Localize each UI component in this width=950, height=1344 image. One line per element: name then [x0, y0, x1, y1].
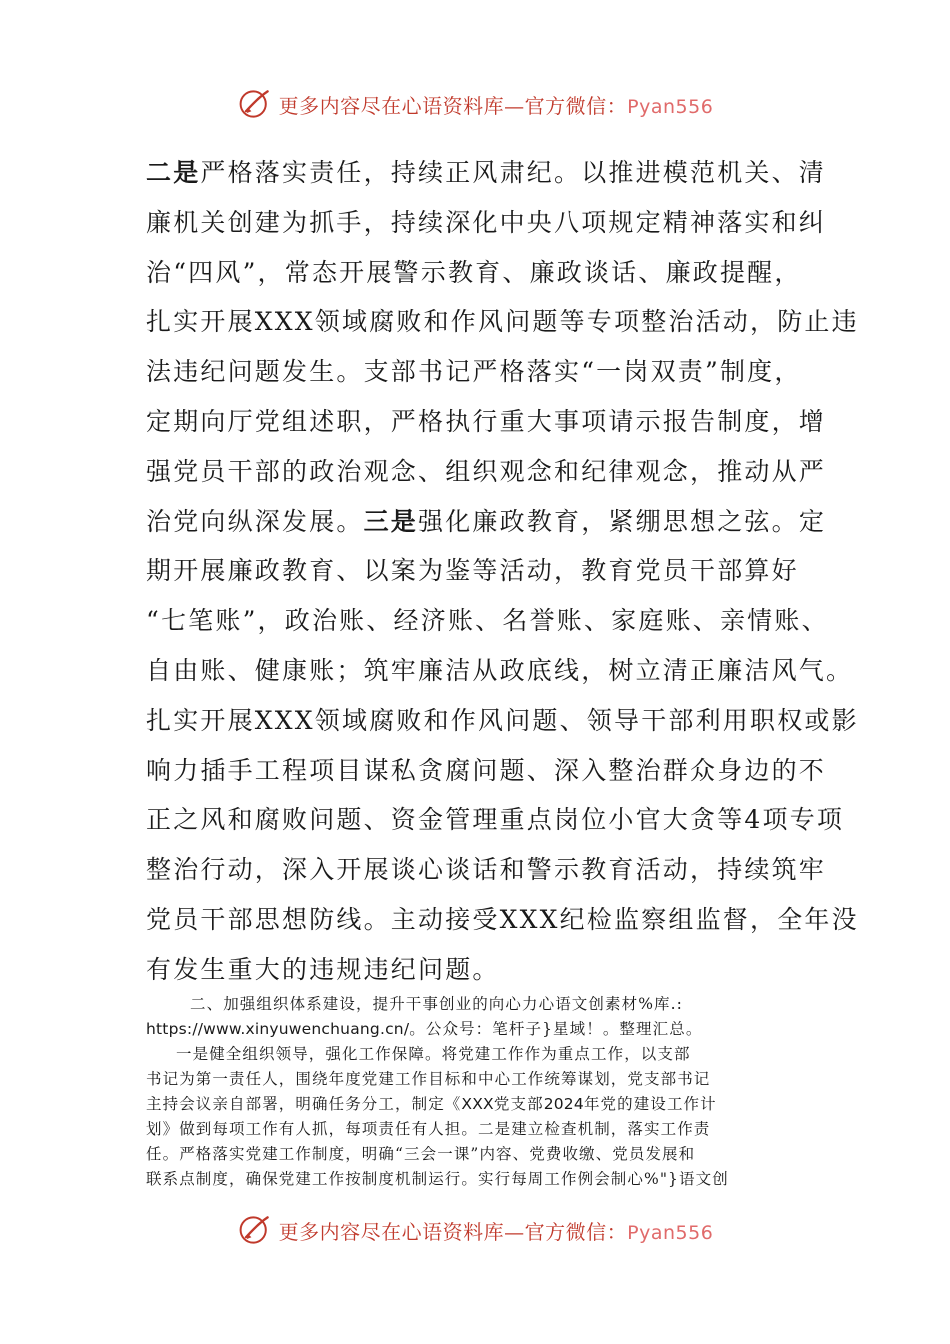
text-line: 治“四风”，常态开展警示教育、廉政谈话、廉政提醒，	[146, 257, 802, 287]
text-line: 书记为第一责任人，围绕年度党建工作目标和中心工作统筹谋划，党支部书记	[146, 1070, 711, 1088]
secondary-paragraph	[146, 992, 811, 1192]
text-line: 联系点制度，确保党建工作按制度机制运行。实行每周工作例会制心%"}语文创	[146, 1170, 729, 1188]
text-line: 任。严格落实党建工作制度，明确“三会一课”内容、党费收缴、党员发展和	[146, 1145, 696, 1163]
pen-logo-icon	[237, 1212, 273, 1248]
bold-marker: 二是	[146, 158, 201, 187]
text-line: 治党向纵深发展。三是强化廉政教育，紧绷思想之弦。定	[146, 506, 827, 536]
text-line: 定期向厅党组述职，严格执行重大事项请示报告制度，增	[146, 406, 827, 436]
text-line: 二是严格落实责任，持续正风肃纪。以推进模范机关、清	[146, 158, 827, 187]
text-line: 期开展廉政教育、以案为鉴等活动，教育党员干部算好	[146, 556, 799, 586]
text-line: 响力插手工程项目谋私贪腐问题、深入整治群众身边的不	[146, 755, 827, 785]
wechat-id: Pyan556	[627, 1221, 714, 1244]
wechat-id: Pyan556	[627, 95, 714, 118]
main-paragraph	[146, 148, 859, 995]
text-line: 法违纪问题发生。支部书记严格落实“一岗双责”制度，	[146, 357, 802, 387]
footer-banner	[0, 1208, 950, 1252]
text-line: 强党员干部的政治观念、组织观念和纪律观念，推动从严	[146, 456, 827, 486]
text-line: 整治行动，深入开展谈心谈话和警示教育活动，持续筑牢	[146, 855, 827, 885]
text-line: 党员干部思想防线。主动接受XXX纪检监察组监督，全年没	[146, 904, 859, 934]
text-line: 主持会议亲自部署，明确任务分工，制定《XXX党支部2024年党的建设工作计	[146, 1095, 717, 1113]
source-url: https://www.xinyuwenchuang.cn/	[146, 1020, 410, 1038]
banner-text: 更多内容尽在心语资料库—官方微信：Pyan556	[278, 1219, 714, 1244]
header-banner	[0, 82, 950, 126]
text-line: https://www.xinyuwenchuang.cn/。公众号：笔杆子}星域！。整理汇总。	[146, 1020, 703, 1038]
text-line: 正之风和腐败问题、资金管理重点岗位小官大贪等4项专项	[146, 805, 845, 835]
banner-text: 更多内容尽在心语资料库—官方微信：Pyan556	[278, 93, 714, 118]
text-line: 扎实开展XXX领域腐败和作风问题等专项整治活动，防止违	[146, 307, 859, 337]
text-line: 廉机关创建为抓手，持续深化中央八项规定精神落实和纠	[146, 207, 827, 237]
text-line: “七笔账”，政治账、经济账、名誉账、家庭账、亲情账、	[146, 606, 829, 636]
text-line: 二、加强组织体系建设，提升干事创业的向心力心语文创素材%库.:	[190, 995, 683, 1013]
bold-marker: 三是	[363, 506, 419, 536]
text-line: 一是健全组织领导，强化工作保障。将党建工作作为重点工作，以支部	[176, 1045, 691, 1063]
text-line: 扎实开展XXX领域腐败和作风问题、领导干部利用职权或影	[146, 705, 859, 735]
text-line: 划》做到每项工作有人抓，每项责任有人担。二是建立检查机制，落实工作责	[146, 1120, 711, 1138]
text-line: 自由账、健康账；筑牢廉洁从政底线，树立清正廉洁风气。	[146, 655, 854, 685]
text-line: 有发生重大的违规违纪问题。	[146, 954, 500, 984]
pen-logo-icon	[237, 86, 273, 122]
